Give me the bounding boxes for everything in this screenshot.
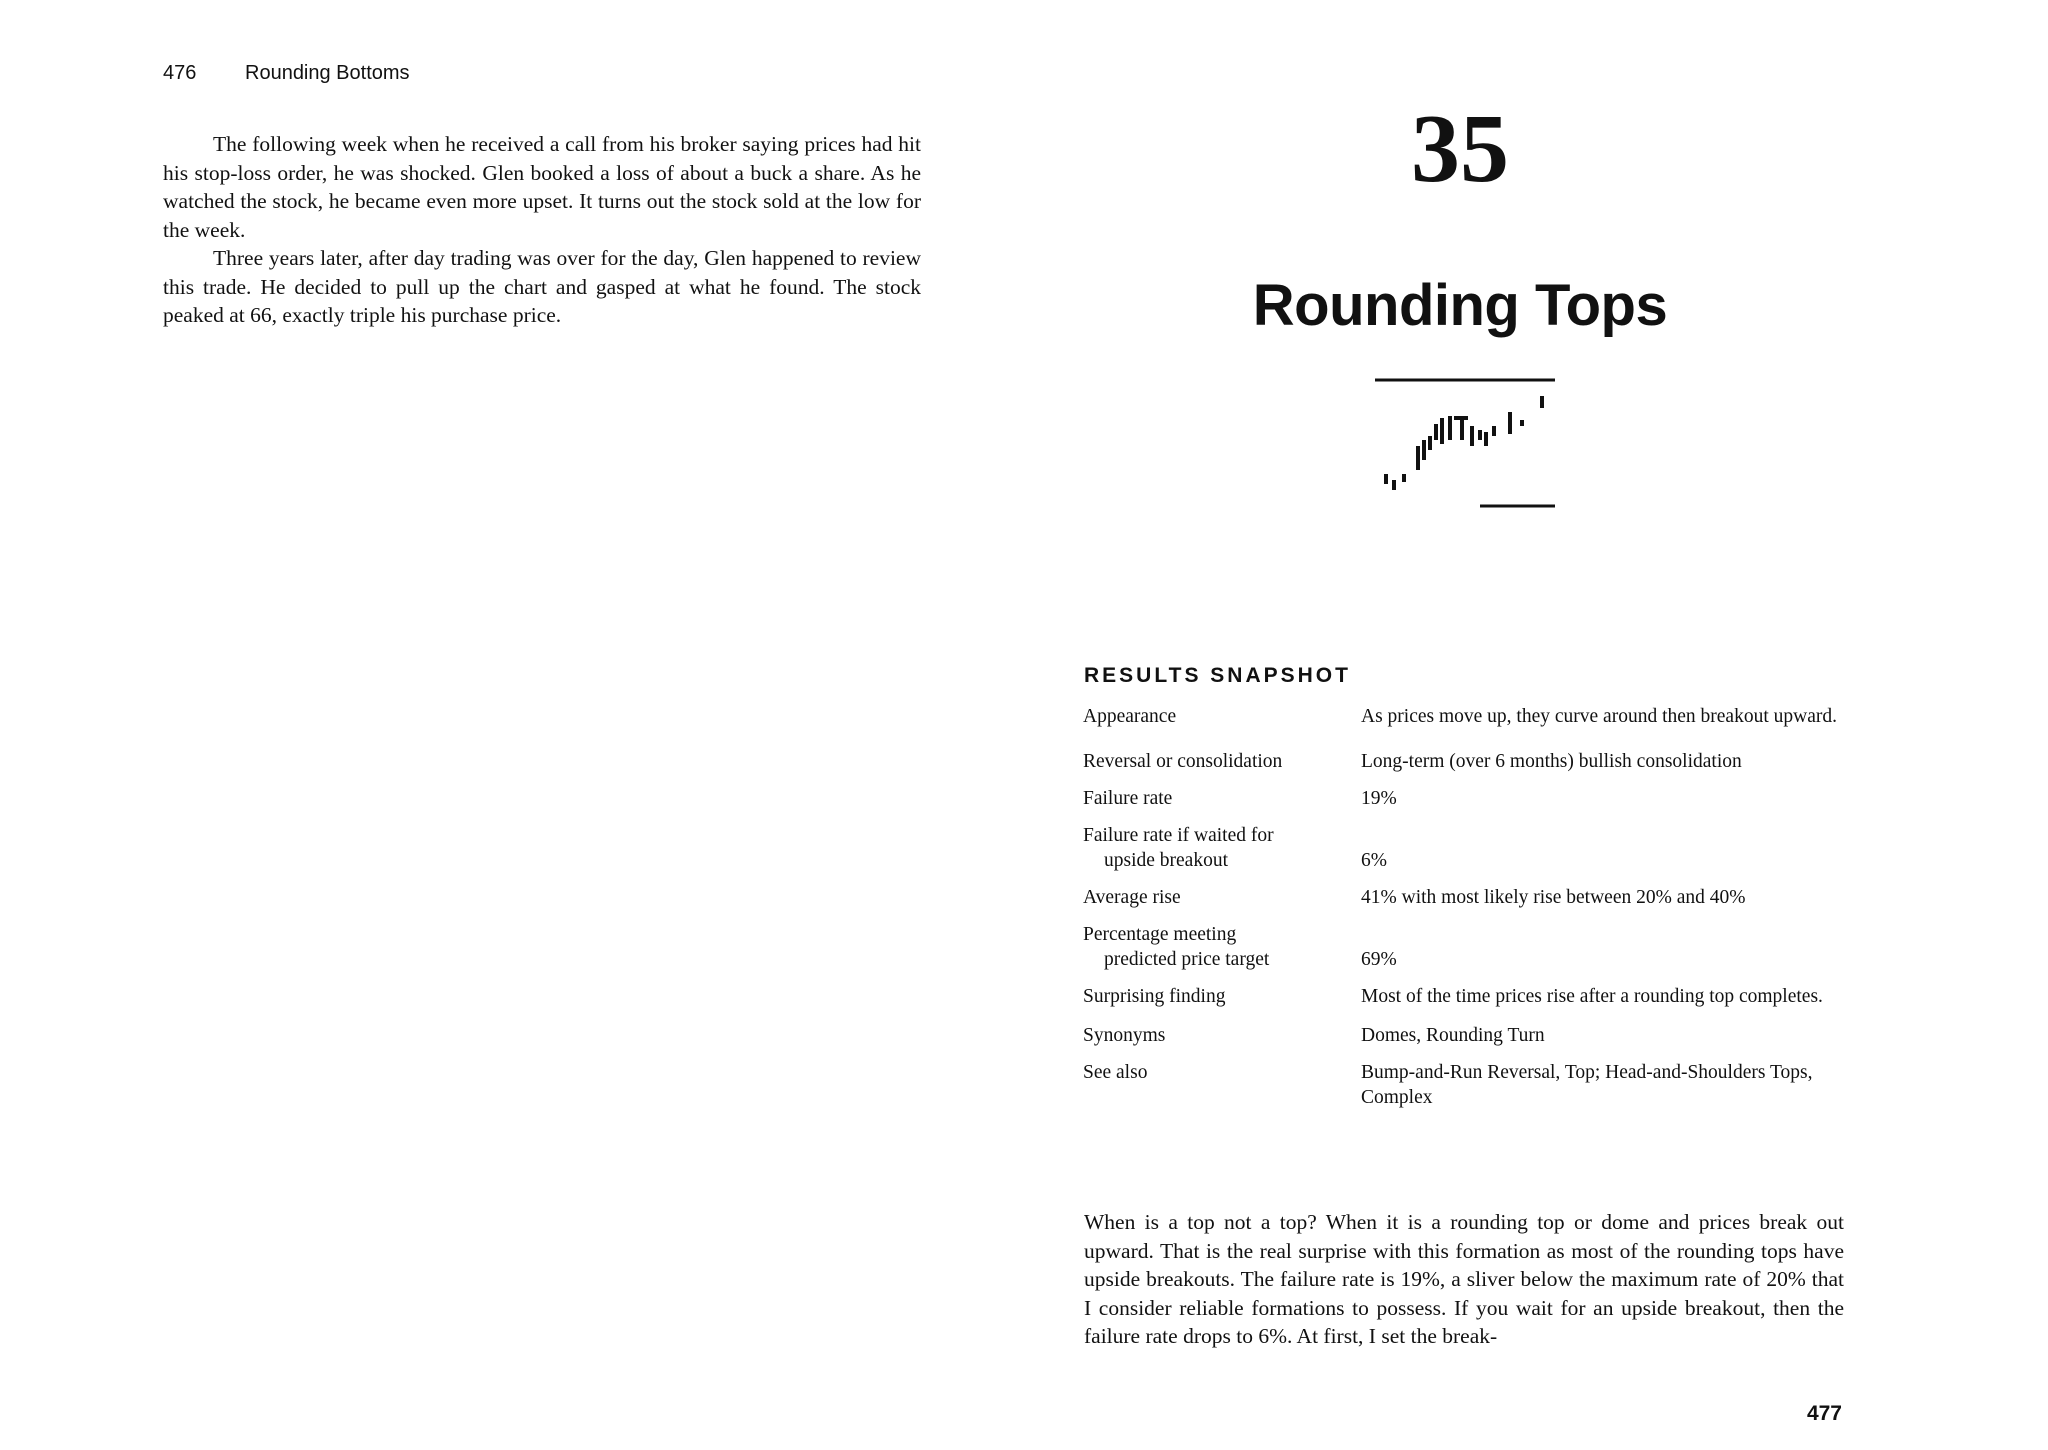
- snapshot-label-text: Surprising finding: [1083, 986, 1226, 1007]
- snapshot-label: [1083, 786, 1361, 811]
- page-number-left: 476: [163, 62, 197, 84]
- snapshot-value: [1361, 984, 1843, 1009]
- snapshot-value: [1361, 922, 1843, 972]
- snapshot-label: [1083, 1023, 1361, 1048]
- running-head-title: Rounding Bottoms: [245, 62, 410, 84]
- snapshot-label: [1083, 749, 1361, 774]
- snapshot-label: [1083, 922, 1361, 972]
- snapshot-value-text: Most of the time prices rise after a rounding top completes.: [1361, 986, 1823, 1007]
- snapshot-value: [1361, 786, 1843, 811]
- right-page-body: [1084, 1208, 1844, 1351]
- snapshot-row: [1083, 749, 1843, 774]
- snapshot-value-spacer: [1361, 922, 1843, 947]
- running-header-left: [163, 62, 410, 85]
- snapshot-value: [1361, 823, 1843, 873]
- snapshot-value-text: 19%: [1361, 788, 1397, 809]
- snapshot-label: [1083, 885, 1361, 910]
- snapshot-label-text: Failure rate: [1083, 788, 1173, 809]
- snapshot-row: [1083, 885, 1843, 910]
- snapshot-row: [1083, 922, 1843, 972]
- results-snapshot-table: [1083, 704, 1843, 1110]
- results-snapshot-heading: RESULTS SNAPSHOT: [1084, 664, 1351, 687]
- snapshot-label-text: Reversal or consolidation: [1083, 751, 1283, 772]
- snapshot-value-spacer: [1361, 823, 1843, 848]
- snapshot-label-text: Failure rate if waited for: [1083, 825, 1274, 846]
- chapter-title: Rounding Tops: [1252, 273, 1668, 338]
- snapshot-label: [1083, 704, 1361, 729]
- snapshot-value: [1361, 1023, 1843, 1048]
- snapshot-label: [1083, 823, 1361, 873]
- paragraph: The following week when he received a call from his broker saying prices had hit his stop-loss order, he was shocked. Glen booked a loss of about a buck a share. As he watched the stock, he became even more upset. It turns out the stock sold at the low for the week.: [163, 132, 921, 242]
- snapshot-row: [1083, 823, 1843, 873]
- page-number-right: 477: [1806, 1402, 1842, 1425]
- snapshot-value-text: 41% with most likely rise between 20% and 40%: [1361, 887, 1746, 908]
- left-page-body: [163, 130, 921, 330]
- snapshot-label-text: Percentage meeting: [1083, 924, 1237, 945]
- snapshot-label-text: Synonyms: [1083, 1025, 1166, 1046]
- snapshot-row: [1083, 1060, 1843, 1110]
- snapshot-value-text: Domes, Rounding Turn: [1361, 1025, 1545, 1046]
- snapshot-label-text: Appearance: [1083, 706, 1177, 727]
- snapshot-value: [1361, 749, 1843, 774]
- snapshot-label-text: See also: [1083, 1062, 1148, 1083]
- chapter-ornament-price-chart-icon: [1370, 374, 1560, 514]
- chapter-number: 35: [1411, 95, 1509, 203]
- paragraph: When is a top not a top? When it is a rounding top or dome and prices break out upward. That is the real surprise with this formation as most of the rounding tops have upside breakouts. The failure rate is 19%, a sliver below the maximum rate of 20% that I consider reliable formations to possess. If you wait for an upside breakout, then the failure rate drops to 6%. At first, I set the break-: [1084, 1210, 1844, 1348]
- snapshot-value: [1361, 885, 1843, 910]
- snapshot-value-text: Long-term (over 6 months) bullish consolidation: [1361, 751, 1742, 772]
- snapshot-label-continuation: upside breakout: [1104, 850, 1229, 871]
- snapshot-value-text: 6%: [1361, 850, 1387, 871]
- snapshot-row: [1083, 786, 1843, 811]
- snapshot-value-text: 69%: [1361, 949, 1397, 970]
- snapshot-label: [1083, 984, 1361, 1009]
- snapshot-row: [1083, 1023, 1843, 1048]
- snapshot-value: [1361, 1060, 1843, 1110]
- paragraph: Three years later, after day trading was over for the day, Glen happened to review this trade. He decided to pull up the chart and gasped at what he found. The stock peaked at 66, exactly triple his purchase price.: [163, 246, 921, 327]
- snapshot-row: [1083, 704, 1843, 729]
- snapshot-value: [1361, 704, 1843, 729]
- snapshot-label-text: Average rise: [1083, 887, 1181, 908]
- snapshot-row: [1083, 984, 1843, 1009]
- snapshot-value-text: Bump-and-Run Reversal, Top; Head-and-Shoulders Tops, Complex: [1361, 1062, 1813, 1108]
- snapshot-value-text: As prices move up, they curve around then breakout upward.: [1361, 706, 1837, 727]
- snapshot-label: [1083, 1060, 1361, 1110]
- snapshot-label-continuation: predicted price target: [1104, 949, 1270, 970]
